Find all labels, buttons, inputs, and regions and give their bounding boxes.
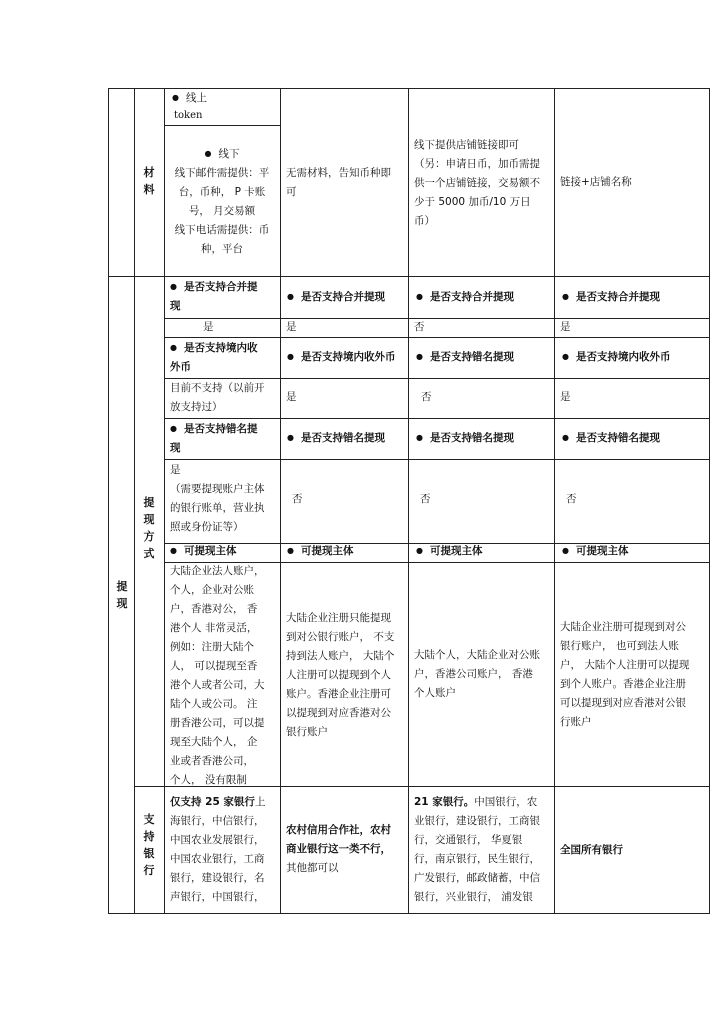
- materials-col4: 链接+店铺名称: [560, 176, 632, 188]
- row-divider: [164, 318, 710, 319]
- col-divider: [554, 88, 555, 913]
- materials-label: 材料: [143, 166, 155, 196]
- domestic-value-col4: 是: [560, 391, 571, 403]
- wrongname-value-col1: 是 （需要提现账户主体 的银行账单，营业执 照或身份证等）: [170, 464, 265, 533]
- row-divider: [164, 125, 280, 126]
- bullet-icon: [205, 148, 219, 160]
- row-divider: [108, 913, 710, 914]
- row-divider: [164, 418, 710, 419]
- subject-header-col4: ● 可提现主体: [562, 542, 628, 561]
- wrongname-header-col4: ● 是否支持错名提现: [562, 429, 660, 448]
- wrongname-header-col3: ● 是否支持错名提现: [416, 429, 514, 448]
- row-divider: [164, 337, 710, 338]
- subject-header-col3: ● 可提现主体: [416, 542, 482, 561]
- supported-banks-label: 支 持 银 行: [143, 813, 155, 877]
- banks-col1: 仅支持 25 家银行上 海银行，中信银行， 中国农业发展银行， 中国农业银行，工商 银行，建设银行，名 声银行，中国银行，: [170, 796, 266, 903]
- banks-col2: 农村信用合作社，农村 商业银行这一类不行， 其他都可以: [286, 824, 391, 874]
- wrongname-header-col1: ● 是否支持错名提 现: [170, 420, 257, 458]
- domestic-header-col3: ● 是否支持错名提现: [416, 348, 514, 367]
- col-divider: [134, 88, 135, 913]
- bullet-icon: [287, 291, 301, 303]
- bullet-icon: [562, 432, 576, 444]
- bullet-icon: [170, 342, 184, 354]
- domestic-value-col2: 是: [286, 391, 297, 403]
- subject-value-col1: 大陆企业法人账户， 个人，企业对公账 户，香港对公， 香 港个人 非常灵活， 例如：注册大陆个 人， 可以提现至香 港个人或者公司，大 陆个人或公司。 注 册香港公司，可以提 现至大陆个人， 企 业或者香港公司， 个人， 没有限制: [170, 565, 265, 786]
- bullet-icon: [287, 432, 301, 444]
- col-divider: [408, 88, 409, 913]
- withdraw-method-label: 提 现 方 式: [143, 496, 155, 560]
- domestic-value-col1: 目前不支持（以前开 放支持过）: [170, 382, 265, 413]
- domestic-header-col2: ● 是否支持境内收外币: [287, 348, 395, 367]
- row-divider: [108, 276, 710, 277]
- domestic-header-col1: ● 是否支持境内收 外币: [170, 339, 257, 377]
- bullet-icon: [562, 351, 576, 363]
- bullet-icon: [170, 545, 184, 557]
- bullet-icon: [416, 351, 430, 363]
- bullet-icon: [287, 545, 301, 557]
- online-bullet: ● 线上: [172, 89, 207, 108]
- merge-value-col3: 否: [414, 321, 425, 333]
- domestic-value-col3: 否: [421, 391, 432, 403]
- bullet-icon: [562, 291, 576, 303]
- offline-requirements: 线下邮件需提供：平 台，币种， P 卡账 号， 月交易额 线下电话需提供：币 种，平台: [174, 167, 270, 255]
- online-note: token: [174, 110, 203, 121]
- merge-header-col4: ● 是否支持合并提现: [562, 288, 660, 307]
- merge-value-col1: 是: [203, 321, 214, 333]
- domestic-header-col4: ● 是否支持境内收外币: [562, 348, 670, 367]
- bullet-icon: [416, 545, 430, 557]
- wrongname-header-col2: ● 是否支持错名提现: [287, 429, 385, 448]
- offline-bullet: ● 线下: [164, 145, 280, 164]
- merge-header-col1: ● 是否支持合并提 现: [170, 278, 257, 316]
- subject-header-col2: ● 可提现主体: [287, 542, 353, 561]
- merge-value-col4: 是: [560, 321, 571, 333]
- col-divider: [280, 88, 281, 913]
- bullet-icon: [416, 291, 430, 303]
- materials-col3: 线下提供店铺链接即可 （另：申请日币，加币需提 供一个店铺链接，交易额不 少于 5000 加币/10 万日 币）: [414, 139, 540, 227]
- subject-header-col1: ● 可提现主体: [170, 542, 236, 561]
- merge-header-col3: ● 是否支持合并提现: [416, 288, 514, 307]
- merge-value-col2: 是: [286, 321, 297, 333]
- subject-value-col4: 大陆企业注册可提现到对公 银行账户， 也可到法人账 户， 大陆个人注册可以提现 到个人账户。香港企业注册 可以提现到对应香港对公银 行账户: [560, 621, 690, 728]
- withdraw-outer-label: 提 现: [116, 580, 128, 610]
- col-divider: [709, 88, 710, 913]
- materials-col2: 无需材料，告知币种即 可: [286, 167, 391, 198]
- wrongname-value-col2: 否: [292, 493, 303, 505]
- col-divider: [164, 88, 165, 913]
- row-divider: [164, 459, 710, 460]
- bullet-icon: [562, 545, 576, 557]
- bullet-icon: [170, 423, 184, 435]
- banks-col3: 21 家银行。中国银行，农 业银行，建设银行，工商银 行，交通银行， 华夏银 行，南京银行，民生银行， 广发银行，邮政储蓄，中信 银行，兴业银行， 浦发银: [414, 796, 540, 903]
- merge-header-col2: ● 是否支持合并提现: [287, 288, 385, 307]
- subject-value-col3: 大陆个人，大陆企业对公账 户，香港公司账户， 香港 个人账户: [414, 649, 540, 699]
- bullet-icon: [416, 432, 430, 444]
- bullet-icon: [287, 351, 301, 363]
- col-divider: [108, 88, 109, 913]
- wrongname-value-col3: 否: [420, 493, 431, 505]
- wrongname-value-col4: 否: [566, 493, 577, 505]
- bullet-icon: [172, 92, 186, 104]
- subject-value-col2: 大陆企业注册只能提现 到对公银行账户， 不支 持到法人账户， 大陆个 人注册可以提现到个人 账户。香港企业注册可 以提现到对应香港对公 银行账户: [286, 612, 395, 738]
- bullet-icon: [170, 281, 184, 293]
- banks-col4: 全国所有银行: [560, 844, 623, 856]
